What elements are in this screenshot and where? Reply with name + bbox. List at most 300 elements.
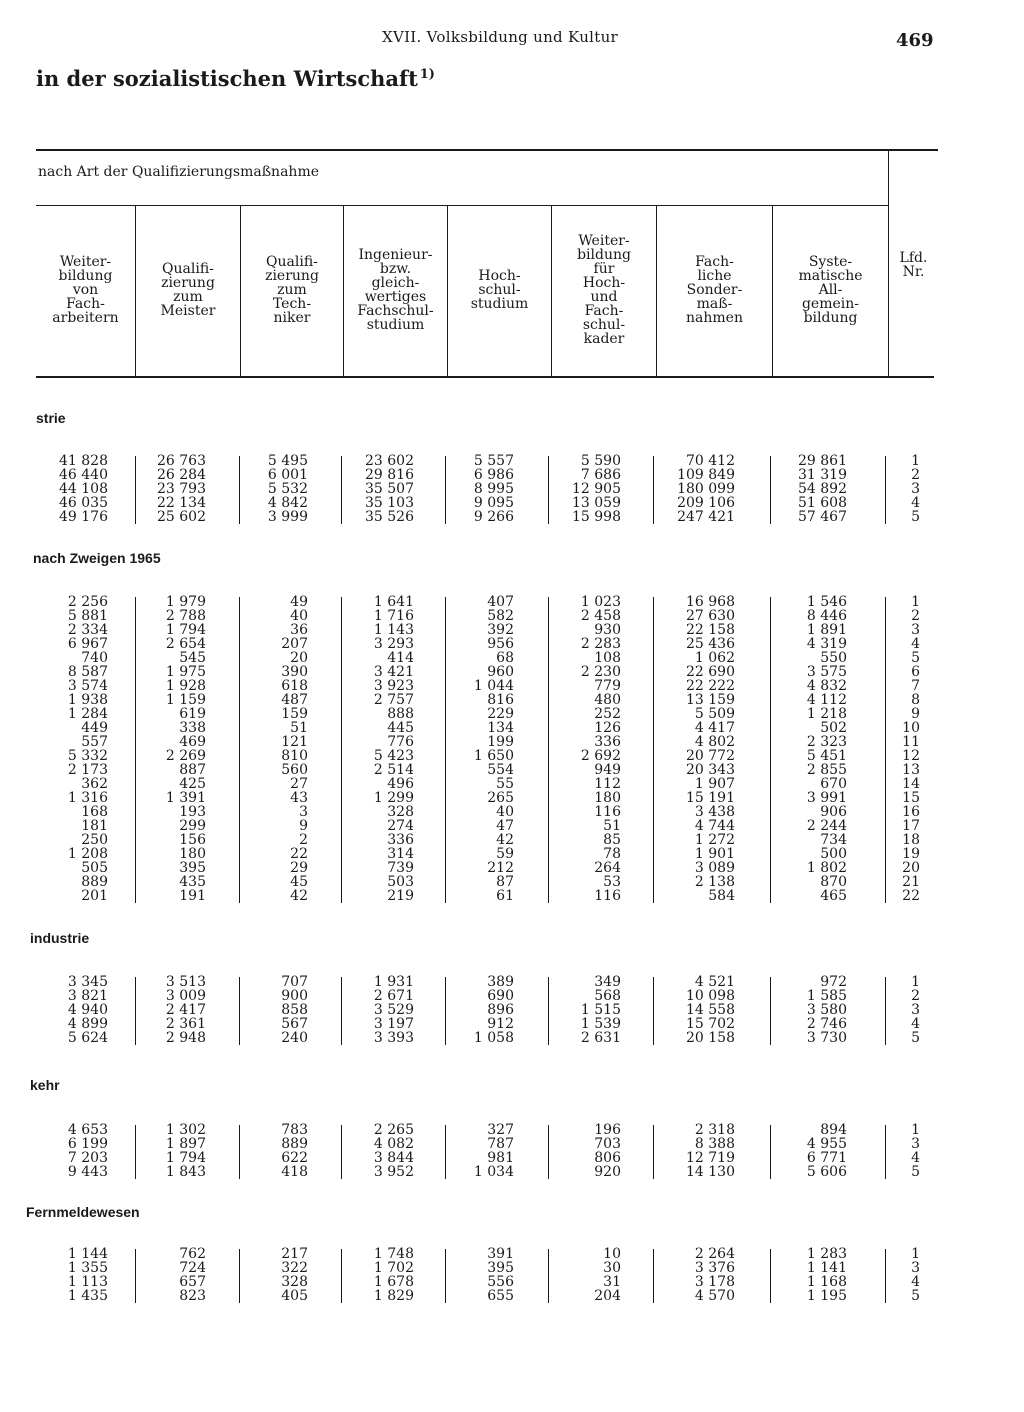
table-cell: 391 [487, 1246, 514, 1262]
table-cell: 407 [487, 594, 514, 610]
table-cell: 217 [281, 1246, 308, 1262]
table-cell: 70 412 [686, 453, 735, 469]
table-cell: 545 [179, 650, 206, 666]
table-cell: 27 630 [686, 608, 735, 624]
table-cell: 27 [290, 776, 308, 792]
table-cell: 274 [387, 818, 414, 834]
table-cell: 972 [820, 974, 847, 990]
table-cell: 3 513 [165, 974, 206, 990]
table-cell: 3 089 [694, 860, 735, 876]
table-cell: 14 558 [686, 1002, 735, 1018]
table-cell: 15 702 [686, 1016, 735, 1032]
table-cell: 1 641 [373, 594, 414, 610]
table-cell: 5 881 [67, 608, 108, 624]
row-number-cell: 1 [911, 1246, 920, 1262]
table-cell: 1 355 [67, 1260, 108, 1276]
table-cell: 25 602 [157, 509, 206, 525]
table-cell: 779 [594, 678, 621, 694]
table-cell: 362 [81, 776, 108, 792]
table-cell: 3 393 [373, 1030, 414, 1046]
table-cell: 418 [281, 1164, 308, 1180]
row-number-cell: 16 [902, 804, 920, 820]
table-cell: 2 283 [580, 636, 621, 652]
table-cell: 15 998 [572, 509, 621, 525]
table-cell: 480 [594, 692, 621, 708]
table-cell: 212 [487, 860, 514, 876]
table-cell: 44 108 [59, 481, 108, 497]
table-cell: 12 719 [686, 1150, 735, 1166]
table-cell: 20 [290, 650, 308, 666]
table-cell: 4 112 [806, 692, 847, 708]
table-cell: 554 [487, 762, 514, 778]
table-cell: 1 144 [67, 1246, 108, 1262]
table-cell: 180 099 [677, 481, 735, 497]
table-cell: 550 [820, 650, 847, 666]
table-cell: 3 376 [694, 1260, 735, 1276]
table-cell: 181 [81, 818, 108, 834]
table-cell: 42 [496, 832, 514, 848]
table-cell: 619 [179, 706, 206, 722]
table-cell: 8 388 [694, 1136, 735, 1152]
table-cell: 42 [290, 888, 308, 904]
table-cell: 690 [487, 988, 514, 1004]
table-cell: 1 907 [694, 776, 735, 792]
table-cell: 390 [281, 664, 308, 680]
column-header: Fach- liche Sonder- maß- nahmen [686, 254, 743, 326]
row-number-cell: 3 [911, 1002, 920, 1018]
table-cell: 46 035 [59, 495, 108, 511]
table-cell: 109 849 [677, 467, 735, 483]
table-cell: 207 [281, 636, 308, 652]
table-cell: 78 [603, 846, 621, 862]
table-cell: 3 345 [67, 974, 108, 990]
table-cell: 2 417 [165, 1002, 206, 1018]
table-cell: 888 [387, 706, 414, 722]
table-cell: 1 302 [165, 1122, 206, 1138]
table-cell: 10 [603, 1246, 621, 1262]
table-cell: 5 532 [267, 481, 308, 497]
row-number-cell: 3 [911, 1260, 920, 1276]
table-cell: 887 [179, 762, 206, 778]
table-cell: 250 [81, 832, 108, 848]
table-cell: 1 113 [67, 1274, 108, 1290]
table-cell: 405 [281, 1288, 308, 1304]
table-cell: 322 [281, 1260, 308, 1276]
table-cell: 557 [81, 734, 108, 750]
table-cell: 1 058 [473, 1030, 514, 1046]
table-cell: 36 [290, 622, 308, 638]
row-number-cell: 4 [911, 636, 920, 652]
table-cell: 740 [81, 650, 108, 666]
table-cell: 1 034 [473, 1164, 514, 1180]
table-cell: 1 159 [165, 692, 206, 708]
table-cell: 960 [487, 664, 514, 680]
table-cell: 68 [496, 650, 514, 666]
table-cell: 25 436 [686, 636, 735, 652]
table-cell: 159 [281, 706, 308, 722]
table-cell: 912 [487, 1016, 514, 1032]
table-cell: 2 514 [373, 762, 414, 778]
table-cell: 3 197 [373, 1016, 414, 1032]
row-number-cell: 4 [911, 1150, 920, 1166]
table-cell: 196 [594, 1122, 621, 1138]
table-cell: 435 [179, 874, 206, 890]
table-cell: 22 690 [686, 664, 735, 680]
section-label: industrie [30, 930, 90, 946]
table-cell: 5 624 [67, 1030, 108, 1046]
table-cell: 1 044 [473, 678, 514, 694]
table-cell: 336 [594, 734, 621, 750]
table-cell: 15 191 [686, 790, 735, 806]
table-cell: 2 458 [580, 608, 621, 624]
title-text: in der sozialistischen Wirtschaft [36, 66, 418, 91]
table-cell: 219 [387, 888, 414, 904]
row-number-cell: 8 [911, 692, 920, 708]
table-cell: 584 [708, 888, 735, 904]
table-cell: 6 199 [67, 1136, 108, 1152]
column-header: Syste- matische All- gemein- bildung [798, 254, 863, 326]
table-cell: 29 861 [798, 453, 847, 469]
table-cell: 1 391 [165, 790, 206, 806]
row-number-cell: 5 [911, 509, 920, 525]
table-cell: 4 744 [694, 818, 735, 834]
table-cell: 22 158 [686, 622, 735, 638]
table-cell: 762 [179, 1246, 206, 1262]
table-cell: 85 [603, 832, 621, 848]
table-cell: 1 897 [165, 1136, 206, 1152]
table-cell: 2 244 [806, 818, 847, 834]
table-cell: 395 [487, 1260, 514, 1276]
row-number-cell: 14 [902, 776, 920, 792]
table-cell: 199 [487, 734, 514, 750]
table-cell: 47 [496, 818, 514, 834]
row-number-cell: 11 [902, 734, 920, 750]
row-number-cell: 1 [911, 594, 920, 610]
row-number-cell: 22 [902, 888, 920, 904]
table-cell: 465 [820, 888, 847, 904]
table-cell: 3 178 [694, 1274, 735, 1290]
table-cell: 6 986 [473, 467, 514, 483]
row-number-cell: 5 [911, 1030, 920, 1046]
table-cell: 13 159 [686, 692, 735, 708]
table-cell: 1 748 [373, 1246, 414, 1262]
table-cell: 156 [179, 832, 206, 848]
table-cell: 2 334 [67, 622, 108, 638]
table-cell: 2 173 [67, 762, 108, 778]
table-cell: 23 793 [157, 481, 206, 497]
table-cell: 229 [487, 706, 514, 722]
table-cell: 51 [290, 720, 308, 736]
table-cell: 734 [820, 832, 847, 848]
section-label: strie [36, 410, 66, 426]
table-cell: 889 [281, 1136, 308, 1152]
table-cell: 1 062 [694, 650, 735, 666]
section-label: kehr [30, 1077, 60, 1093]
table-cell: 1 843 [165, 1164, 206, 1180]
table-cell: 134 [487, 720, 514, 736]
table-cell: 168 [81, 804, 108, 820]
table-cell: 1 938 [67, 692, 108, 708]
table-cell: 3 529 [373, 1002, 414, 1018]
table-cell: 201 [81, 888, 108, 904]
table-cell: 724 [179, 1260, 206, 1276]
table-cell: 670 [820, 776, 847, 792]
table-cell: 1 195 [806, 1288, 847, 1304]
table-cell: 30 [603, 1260, 621, 1276]
table-cell: 35 507 [365, 481, 414, 497]
table-cell: 55 [496, 776, 514, 792]
column-header: Weiter- bildung für Hoch- und Fach- schul- kader [577, 233, 631, 347]
table-cell: 180 [594, 790, 621, 806]
table-cell: 556 [487, 1274, 514, 1290]
table-cell: 4 899 [67, 1016, 108, 1032]
table-cell: 1 829 [373, 1288, 414, 1304]
table-cell: 1 901 [694, 846, 735, 862]
table-cell: 3 574 [67, 678, 108, 694]
column-header: Qualifi- zierung zum Tech- niker [265, 254, 319, 326]
table-cell: 49 [290, 594, 308, 610]
table-cell: 858 [281, 1002, 308, 1018]
table-cell: 121 [281, 734, 308, 750]
table-cell: 53 [603, 874, 621, 890]
table-cell: 1 546 [806, 594, 847, 610]
table-cell: 707 [281, 974, 308, 990]
table-cell: 3 421 [373, 664, 414, 680]
table-cell: 3 438 [694, 804, 735, 820]
table-cell: 1 678 [373, 1274, 414, 1290]
table-cell: 2 671 [373, 988, 414, 1004]
table-cell: 193 [179, 804, 206, 820]
column-header: Hoch- schul- studium [470, 268, 529, 312]
table-cell: 4 842 [267, 495, 308, 511]
table-cell: 776 [387, 734, 414, 750]
table-cell: 896 [487, 1002, 514, 1018]
table-cell: 2 323 [806, 734, 847, 750]
table-cell: 739 [387, 860, 414, 876]
table-cell: 949 [594, 762, 621, 778]
table-cell: 425 [179, 776, 206, 792]
table-cell: 956 [487, 636, 514, 652]
table-cell: 4 832 [806, 678, 847, 694]
table-cell: 787 [487, 1136, 514, 1152]
row-number-cell: 6 [911, 664, 920, 680]
table-cell: 567 [281, 1016, 308, 1032]
table-cell: 3 999 [267, 509, 308, 525]
table-cell: 16 968 [686, 594, 735, 610]
column-header: Lfd. Nr. [899, 250, 928, 280]
row-number-cell: 5 [911, 650, 920, 666]
table-cell: 5 590 [580, 453, 621, 469]
row-number-cell: 2 [911, 467, 920, 483]
row-number-cell: 7 [911, 678, 920, 694]
table-cell: 5 509 [694, 706, 735, 722]
row-number-cell: 4 [911, 495, 920, 511]
table-cell: 43 [290, 790, 308, 806]
table-cell: 920 [594, 1164, 621, 1180]
table-cell: 116 [594, 888, 621, 904]
row-number-cell: 3 [911, 1136, 920, 1152]
table-cell: 870 [820, 874, 847, 890]
table-cell: 12 905 [572, 481, 621, 497]
table-cell: 582 [487, 608, 514, 624]
table-cell: 247 421 [677, 509, 735, 525]
table-cell: 8 587 [67, 664, 108, 680]
column-header: Qualifi- zierung zum Meister [160, 261, 216, 319]
table-cell: 1 716 [373, 608, 414, 624]
table-cell: 487 [281, 692, 308, 708]
table-cell: 618 [281, 678, 308, 694]
table-cell: 3 575 [806, 664, 847, 680]
table-cell: 1 316 [67, 790, 108, 806]
table-cell: 1 272 [694, 832, 735, 848]
table-cell: 10 098 [686, 988, 735, 1004]
running-head: XVII. Volksbildung und Kultur [381, 28, 619, 46]
table-cell: 3 821 [67, 988, 108, 1004]
table-cell: 327 [487, 1122, 514, 1138]
table-cell: 395 [179, 860, 206, 876]
table-cell: 264 [594, 860, 621, 876]
table-cell: 1 283 [806, 1246, 847, 1262]
table-cell: 328 [387, 804, 414, 820]
table-cell: 894 [820, 1122, 847, 1138]
table-cell: 51 608 [798, 495, 847, 511]
table-cell: 1 979 [165, 594, 206, 610]
table-cell: 889 [81, 874, 108, 890]
table-cell: 1 168 [806, 1274, 847, 1290]
table-cell: 449 [81, 720, 108, 736]
table-cell: 2 746 [806, 1016, 847, 1032]
table-subheading: nach Art der Qualifizierungsmaßnahme [38, 164, 319, 180]
table-cell: 209 106 [677, 495, 735, 511]
table-cell: 338 [179, 720, 206, 736]
row-number-cell: 1 [911, 974, 920, 990]
table-cell: 2 318 [694, 1122, 735, 1138]
table-cell: 9 266 [473, 509, 514, 525]
table-cell: 6 967 [67, 636, 108, 652]
table-cell: 4 082 [373, 1136, 414, 1152]
column-header: Weiter- bildung von Fach- arbeitern [52, 254, 119, 326]
row-number-cell: 5 [911, 1288, 920, 1304]
row-number-cell: 5 [911, 1164, 920, 1180]
table-cell: 3 009 [165, 988, 206, 1004]
table-cell: 5 557 [473, 453, 514, 469]
column-group-rule [36, 205, 888, 206]
table-cell: 3 293 [373, 636, 414, 652]
table-cell: 568 [594, 988, 621, 1004]
table-cell: 29 [290, 860, 308, 876]
table-cell: 783 [281, 1122, 308, 1138]
table-cell: 240 [281, 1030, 308, 1046]
table-cell: 2 654 [165, 636, 206, 652]
page-title [36, 66, 435, 91]
table-cell: 51 [603, 818, 621, 834]
row-number-cell: 9 [911, 706, 920, 722]
table-cell: 392 [487, 622, 514, 638]
table-cell: 13 059 [572, 495, 621, 511]
table-cell: 9 095 [473, 495, 514, 511]
table-top-rule [36, 149, 938, 151]
row-number-cell: 2 [911, 988, 920, 1004]
header-bottom-rule [36, 376, 934, 378]
table-cell: 5 451 [806, 748, 847, 764]
row-number-cell: 17 [902, 818, 920, 834]
table-cell: 657 [179, 1274, 206, 1290]
table-cell: 414 [387, 650, 414, 666]
table-cell: 29 816 [365, 467, 414, 483]
table-cell: 265 [487, 790, 514, 806]
table-cell: 59 [496, 846, 514, 862]
table-cell: 1 208 [67, 846, 108, 862]
table-cell: 4 319 [806, 636, 847, 652]
table-cell: 126 [594, 720, 621, 736]
table-cell: 2 631 [580, 1030, 621, 1046]
row-number-cell: 4 [911, 1274, 920, 1290]
table-cell: 26 284 [157, 467, 206, 483]
table-cell: 3 923 [373, 678, 414, 694]
table-cell: 823 [179, 1288, 206, 1304]
row-number-cell: 18 [902, 832, 920, 848]
table-cell: 14 130 [686, 1164, 735, 1180]
table-cell: 2 757 [373, 692, 414, 708]
table-cell: 1 650 [473, 748, 514, 764]
table-cell: 45 [290, 874, 308, 890]
table-cell: 560 [281, 762, 308, 778]
column-header-divider [888, 205, 889, 376]
table-cell: 26 763 [157, 453, 206, 469]
row-number-cell: 21 [902, 874, 920, 890]
table-cell: 349 [594, 974, 621, 990]
table-cell: 900 [281, 988, 308, 1004]
table-cell: 503 [387, 874, 414, 890]
column-header: Ingenieur- bzw. gleich- wertiges Fachschul- studium [357, 247, 434, 333]
table-cell: 22 134 [157, 495, 206, 511]
table-cell: 1 141 [806, 1260, 847, 1276]
row-number-cell: 3 [911, 622, 920, 638]
table-cell: 4 521 [694, 974, 735, 990]
row-number-cell: 13 [902, 762, 920, 778]
table-cell: 4 417 [694, 720, 735, 736]
table-cell: 389 [487, 974, 514, 990]
table-cell: 35 103 [365, 495, 414, 511]
table-cell: 4 955 [806, 1136, 847, 1152]
table-cell: 810 [281, 748, 308, 764]
table-cell: 9 443 [67, 1164, 108, 1180]
table-cell: 299 [179, 818, 206, 834]
row-number-cell: 15 [902, 790, 920, 806]
table-cell: 22 [290, 846, 308, 862]
table-cell: 930 [594, 622, 621, 638]
table-cell: 20 772 [686, 748, 735, 764]
table-cell: 1 702 [373, 1260, 414, 1276]
table-cell: 6 771 [806, 1150, 847, 1166]
table-cell: 3 844 [373, 1150, 414, 1166]
table-cell: 31 [603, 1274, 621, 1290]
table-cell: 314 [387, 846, 414, 862]
table-cell: 2 269 [165, 748, 206, 764]
table-cell: 108 [594, 650, 621, 666]
table-cell: 112 [594, 776, 621, 792]
table-cell: 3 730 [806, 1030, 847, 1046]
table-cell: 2 256 [67, 594, 108, 610]
table-cell: 40 [290, 608, 308, 624]
table-cell: 2 264 [694, 1246, 735, 1262]
table-cell: 445 [387, 720, 414, 736]
table-cell: 1 928 [165, 678, 206, 694]
table-cell: 191 [179, 888, 206, 904]
table-cell: 3 580 [806, 1002, 847, 1018]
table-cell: 655 [487, 1288, 514, 1304]
table-cell: 3 991 [806, 790, 847, 806]
